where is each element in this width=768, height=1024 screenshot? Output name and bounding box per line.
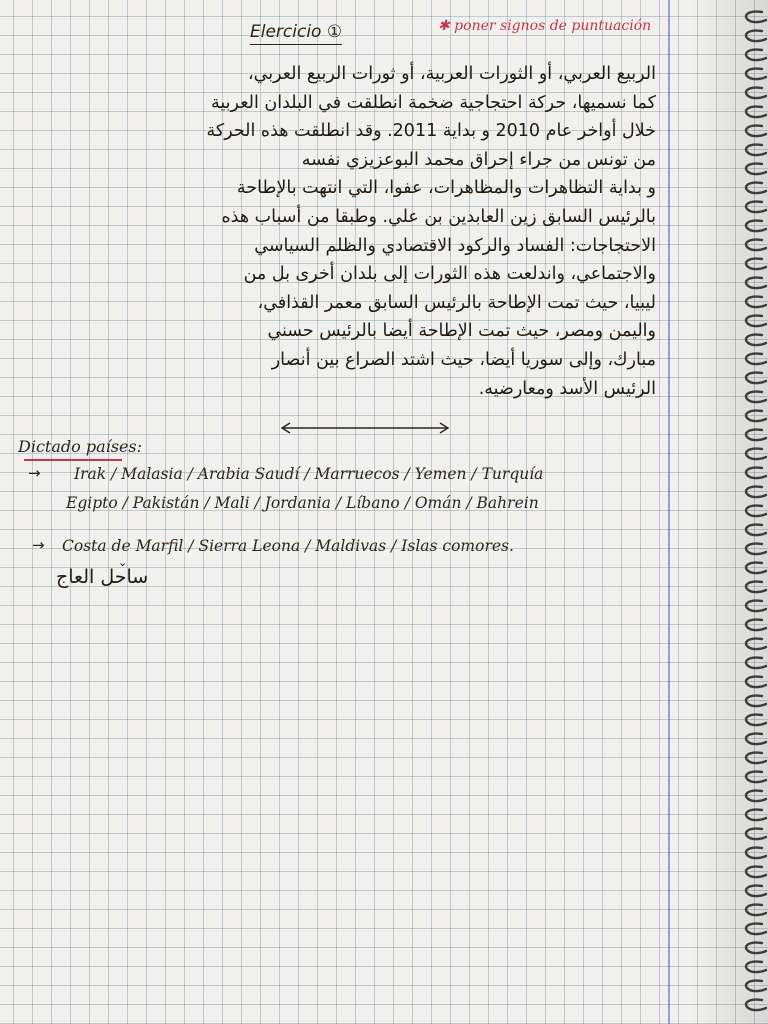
arabic-line: والاجتماعي، واندلعت هذه الثورات إلى بلدان أخرى بل من [243, 264, 656, 285]
spiral-ring [746, 202, 766, 212]
arabic-line: خلال أواخر عام 2010 و بداية 2011. وقد انطلقت هذه الحركة [206, 121, 656, 142]
spiral-ring [746, 715, 766, 725]
spiral-ring [746, 468, 766, 478]
spiral-ring [746, 373, 766, 383]
spiral-ring [746, 886, 766, 896]
dictation-underline [24, 459, 122, 461]
arabic-line: و بداية التظاهرات والمظاهرات، عفوا، التي انتهت بالإطاحة [236, 178, 656, 199]
punctuation-note: ✱ poner signos de puntuación [438, 18, 652, 34]
spiral-ring [746, 392, 766, 402]
spiral-ring [746, 411, 766, 421]
arrow-bullet-1: → [28, 464, 41, 482]
spiral-ring [746, 791, 766, 801]
spiral-ring [746, 563, 766, 573]
spiral-ring [746, 487, 766, 497]
spiral-ring [746, 924, 766, 934]
countries-line-2: Egipto / Pakistán / Mali / Jordania / Líbano / Omán / Bahrein [66, 494, 539, 512]
spiral-ring [746, 12, 766, 22]
countries-line-3: Costa de Marfil / Sierra Leona / Maldivas / Islas comores. [62, 537, 514, 555]
arabic-line: مبارك، وإلى سوريا أيضا، حيث اشتد الصراع بين أنصار [271, 349, 656, 370]
spiral-ring [746, 772, 766, 782]
spiral-ring [746, 525, 766, 535]
spiral-ring [746, 183, 766, 193]
spiral-ring [746, 696, 766, 706]
spiral-ring [746, 658, 766, 668]
spiral-ring [746, 335, 766, 345]
arabic-line: من تونس من جراء إحراق محمد البوعزيزي نفسه [301, 149, 656, 170]
arabic-line: بالرئيس السابق زين العابدين بن علي. وطبقا من أسباب هذه [221, 206, 656, 227]
spiral-ring [746, 50, 766, 60]
arabic-line: واليمن ومصر، حيث تمت الإطاحة أيضا بالرئيس حسني [267, 321, 656, 342]
margin-line [668, 0, 670, 1024]
dictation-title-text: Dictado países: [18, 437, 143, 456]
arabic-line: الرئيس الأسد ومعارضيه. [478, 378, 656, 399]
spiral-ring [746, 164, 766, 174]
dictation-heading [18, 437, 142, 456]
spiral-ring [746, 639, 766, 649]
spiral-ring [746, 145, 766, 155]
spiral-ring [746, 867, 766, 877]
insert-mark: ⌄ [118, 556, 128, 569]
spiral-ring [746, 88, 766, 98]
arabic-line: الاحتجاجات: الفساد والركود الاقتصادي والظلم السياسي [254, 235, 656, 256]
spiral-ring [746, 69, 766, 79]
spiral-ring [746, 259, 766, 269]
spiral-ring [746, 221, 766, 231]
arrow-bullet-2: → [32, 536, 45, 554]
arabic-paragraph [64, 60, 656, 403]
arabic-translation-note: ساحل العاج [56, 566, 149, 588]
spiral-ring [746, 962, 766, 972]
spiral-ring [746, 544, 766, 554]
spiral-ring [746, 430, 766, 440]
spiral-ring [746, 449, 766, 459]
spiral-ring [746, 905, 766, 915]
spiral-ring [746, 297, 766, 307]
spiral-ring [746, 278, 766, 288]
spiral-ring [746, 354, 766, 364]
arabic-line: ليبيا، حيث تمت الإطاحة بالرئيس السابق معمر القذافي، [257, 292, 656, 313]
spiral-ring [746, 126, 766, 136]
spiral-ring [746, 829, 766, 839]
spiral-ring [746, 810, 766, 820]
arabic-line: كما نسميها، حركة احتجاجية ضخمة انطلقت في البلدان العربية [211, 92, 656, 113]
spiral-ring [746, 734, 766, 744]
spiral-binding [736, 8, 768, 1018]
arabic-line: الربيع العربي، أو الثورات العربية، أو ثورات الربيع العربي، [247, 64, 656, 84]
spiral-ring [746, 506, 766, 516]
exercise-title: Elercicio ① [250, 22, 342, 45]
spiral-ring [746, 848, 766, 858]
spiral-ring [746, 753, 766, 763]
spiral-ring [746, 981, 766, 991]
spiral-ring [746, 31, 766, 41]
spiral-ring [746, 601, 766, 611]
double-arrow-divider [278, 420, 452, 436]
spiral-ring [746, 943, 766, 953]
spiral-ring [746, 620, 766, 630]
spiral-ring [746, 107, 766, 117]
countries-line-1: Irak / Malasia / Arabia Saudí / Marruecos / Yemen / Turquía [74, 465, 544, 483]
spiral-ring [746, 240, 766, 250]
spiral-ring [746, 677, 766, 687]
spiral-ring [746, 582, 766, 592]
spiral-ring [746, 316, 766, 326]
spiral-ring [746, 1000, 766, 1010]
